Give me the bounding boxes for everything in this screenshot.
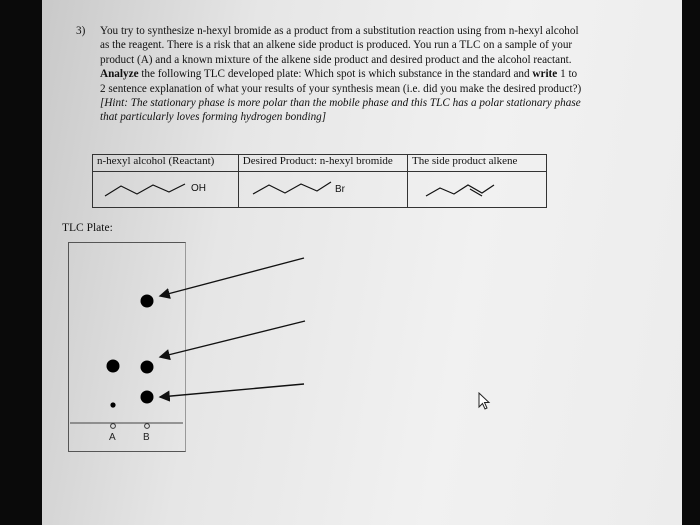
- arrow-middle-spot: [160, 321, 305, 357]
- lane-a-label: A: [109, 432, 116, 443]
- hint-line: [Hint: The stationary phase is more polar than the mobile phase and this TLC has a polar stationary phase: [100, 97, 581, 110]
- header-side-product: The side product alkene: [408, 155, 547, 172]
- question-line: product (A) and a known mixture of the alkene side product and desired product and the alcohol reactant.: [100, 53, 572, 66]
- analyze-keyword: Analyze: [100, 68, 139, 81]
- origin-marker-b: [145, 424, 150, 429]
- spot-a-upper: [107, 360, 120, 373]
- lane-b-label: B: [143, 432, 150, 443]
- origin-marker-a: [111, 424, 116, 429]
- write-keyword: write: [532, 68, 558, 81]
- question-number: 3): [76, 25, 86, 37]
- question-line: 2 sentence explanation of what your results of your synthesis mean (i.e. did you make the desired product?): [100, 82, 582, 95]
- spot-a-lower: [110, 402, 115, 407]
- arrow-bottom-spot: [160, 384, 304, 397]
- hint-line: that particularly loves forming hydrogen bonding]: [100, 111, 327, 124]
- question-line: Analyze the following TLC developed plate: Which spot is which substance in the standard and write 1 to: [100, 68, 578, 81]
- spot-b-bottom: [141, 391, 154, 404]
- bromo-label: Br: [334, 184, 345, 195]
- arrow-top-spot: [160, 258, 304, 296]
- tlc-plate-label: TLC Plate:: [62, 222, 113, 234]
- spot-b-top: [141, 295, 154, 308]
- mouse-pointer-icon: [478, 392, 492, 412]
- spot-b-middle: [141, 361, 154, 374]
- header-reactant: n-hexyl alcohol (Reactant): [93, 155, 239, 172]
- question-line: You try to synthesize n-hexyl bromide as a product from a substitution reaction using from n-hexyl alcohol: [100, 25, 579, 37]
- header-product: Desired Product: n-hexyl bromide: [238, 155, 407, 172]
- hydroxyl-label: OH: [191, 183, 206, 194]
- question-line: as the reagent. There is a risk that an alkene side product is produced. You run a TLC on a sample of your: [100, 39, 573, 52]
